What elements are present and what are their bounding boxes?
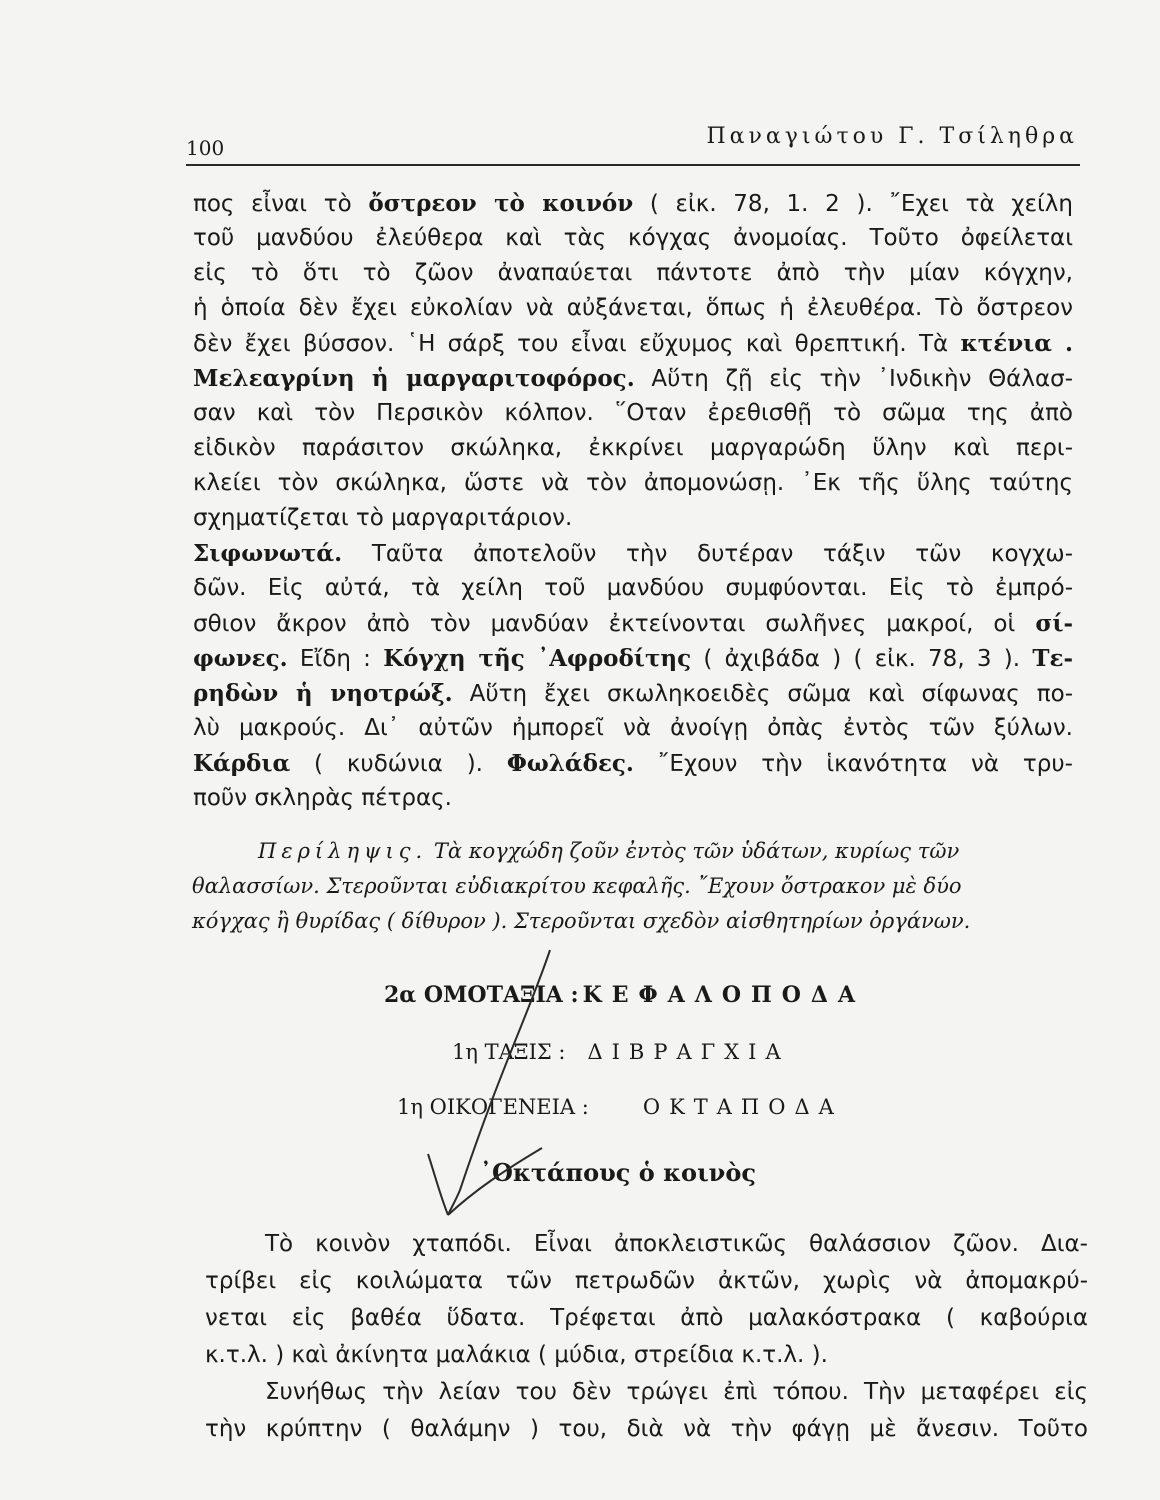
text-line [193, 711, 1073, 746]
text-run: λὺ μακρούς. Δι᾽ αὐτῶν ἠμπορεῖ νὰ ἀνοίγῃ ὀπὰς ἐντὸς τῶν ξύλων. [193, 715, 1073, 741]
text-line [193, 186, 1073, 221]
text-run: τοῦ μανδύου ἐλεύθερα καὶ τὰς κόγχας ἀνομοίας. Τοῦτο ὀφείλεται [193, 225, 1073, 251]
text-line [193, 256, 1073, 291]
text-run: ποῦν σκληρὰς πέτρας. [193, 785, 452, 811]
text-run: ῎Εχουν τὴν ἱκανότητα νὰ τρυ- [633, 751, 1073, 777]
text-run: ( ἀχιβάδα ) ( εἰκ. 78, 3 ). [691, 646, 1033, 672]
text-line [193, 571, 1073, 606]
text-run: Ταῦτα ἀποτελοῦν τὴν δυτέραν τάξιν τῶν κογχω- [342, 541, 1073, 567]
text-line [193, 326, 1073, 361]
text-run: δῶν. Εἰς αὐτά, τὰ χείλη τοῦ μανδύου συμφύονται. Εἰς τὸ ἐμπρό- [193, 575, 1073, 601]
text-run: σθιον ἄκρον ἀπὸ τὸν μανδύαν ἐκτείνονται σωλῆνες μακροί, οἱ [193, 611, 1036, 637]
text-line [193, 291, 1073, 326]
bold-term: Κόγχη τῆς ᾽Αφροδίτης [383, 645, 692, 672]
bold-term: Σιφωνωτά. [193, 540, 343, 567]
text-line: τρίβει εἰς κοιλώματα τῶν πετρωδῶν ἀκτῶν, χωρὶς νὰ ἀπομακρύ- [205, 1268, 1088, 1294]
summary-line: Τὰ κογχώδη ζοῦν ἐντὸς τῶν ὑδάτων, κυρίως τῶν [427, 839, 960, 863]
text-line: τὴν κρύπτην ( θαλάμην ) του, διὰ νὰ τὴν φάγῃ μὲ ἄνεσιν. Τοῦτο [205, 1416, 1088, 1442]
family-label: 1η ΟΙΚΟΓΕΝΕΙΑ : [397, 1095, 589, 1119]
bold-term: Κάρδια [193, 750, 291, 777]
text-line [193, 466, 1073, 501]
text-line [193, 396, 1073, 431]
summary-line: θαλασσίων. Στεροῦνται εὐδιακρίτου κεφαλῆς. ῎Εχουν ὄστρακον μὲ δύο [192, 874, 962, 898]
order-label: 1η ΤΑΞΙΣ : [452, 1040, 566, 1064]
page-number: 100 [186, 136, 225, 160]
text-line: Συνήθως τὴν λείαν του δὲν τρώγει ἐπὶ τόπου. Τὴν μεταφέρει εἰς [265, 1379, 1088, 1405]
text-line [193, 641, 1073, 676]
header-rule [186, 164, 1080, 166]
text-run: Εἴδη : [287, 646, 384, 672]
text-line [193, 221, 1073, 256]
text-line [193, 781, 1073, 816]
species-heading: ᾽Οκτάπους ὁ κοινὸς [480, 1158, 756, 1187]
summary-line: κόγχας ἢ θυρίδας ( δίθυρον ). Στεροῦνται σχεδὸν αἰσθητηρίων ὀργάνων. [192, 909, 971, 933]
text-run: ( κυδώνια ). [290, 751, 507, 777]
text-line [193, 431, 1073, 466]
text-run: σχηματίζεται τὸ μαργαριτάριον. [193, 505, 573, 531]
text-line [193, 606, 1073, 641]
bold-term: Φωλάδες. [506, 750, 634, 777]
text-run: κλείει τὸν σκώληκα, ὥστε νὰ τὸν ἀπομονώσῃ. ᾽Εκ τῆς ὕλης ταύτης [193, 470, 1073, 496]
text-line [193, 536, 1073, 571]
bold-term: Μελεαγρίνη ἡ μαργαριτοφόρος. [193, 365, 635, 392]
text-run: εἰδικὸν παράσιτον σκώληκα, ἐκκρίνει μαργαρώδη ὕλην καὶ περι- [193, 435, 1073, 461]
text-line: κ.τ.λ. ) καὶ ἀκίνητα μαλάκια ( μύδια, στρείδια κ.τ.λ. ). [205, 1342, 828, 1368]
text-line [193, 676, 1073, 711]
page-header [186, 118, 1078, 158]
bold-term: ρηδὼν ἡ νηοτρώξ. [193, 680, 453, 707]
text-run: Αὕτη ἔχει σκωληκοειδὲς σῶμα καὶ σίφωνας πο- [452, 681, 1073, 707]
bold-term: σί- [1035, 610, 1073, 637]
text-run: Αὕτη ζῇ εἰς τὴν ᾽Ινδικὴν Θάλασ- [634, 366, 1073, 392]
body-text-upper [193, 186, 1073, 816]
bold-term: κτένια . [960, 330, 1073, 357]
text-run: εἰς τὸ ὅτι τὸ ζῶον ἀναπαύεται πάντοτε ἀπὸ τὴν μίαν κόγχην, [193, 260, 1073, 286]
class-label: 2α ΟΜΟΤΑΞΙΑ : [384, 982, 579, 1008]
bold-term: ὄστρεον τὸ κοινόν [368, 190, 634, 217]
class-name: ΚΕΦΑΛΟΠΟΔΑ [582, 982, 866, 1008]
text-line: νεται εἰς βαθέα ὕδατα. Τρέφεται ἀπὸ μαλακόστρακα ( καβούρια [205, 1305, 1088, 1331]
family-name: ΟΚΤΑΠΟΔΑ [642, 1095, 843, 1119]
text-run: πος εἶναι τὸ [193, 191, 369, 217]
text-line [193, 361, 1073, 396]
body-text-lower [205, 1226, 1088, 1448]
summary-label: Περίληψις. [258, 839, 428, 863]
text-run: ( εἰκ. 78, 1. 2 ). ῎Εχει τὰ χείλη [633, 191, 1073, 217]
order-name: ΔΙΒΡΑΓΧΙΑ [587, 1040, 790, 1064]
text-run: δὲν ἔχει βύσσον. ῾Η σάρξ του εἶναι εὔχυμος καὶ θρεπτική. Τὰ [193, 331, 961, 357]
text-run: σαν καὶ τὸν Περσικὸν κόλπον. ῞Οταν ἐρεθισθῇ τὸ σῶμα της ἀπὸ [193, 400, 1073, 426]
text-line: Τὸ κοινὸν χταπόδι. Εἶναι ἀποκλειστικῶς θαλάσσιον ζῶον. Δια- [265, 1231, 1088, 1257]
text-line [193, 746, 1073, 781]
bold-term: Τε- [1032, 645, 1073, 672]
handwritten-pen-stroke [420, 940, 560, 1220]
text-line [193, 501, 1073, 536]
text-run: ἡ ὁποία δὲν ἔχει εὐκολίαν νὰ αὐξάνεται, ὅπως ἡ ἐλευθέρα. Τὸ ὄστρεον [193, 295, 1073, 321]
bold-term: φωνες. [193, 645, 288, 672]
summary-block [192, 834, 1078, 939]
running-head: Παναγιώτου Γ. Τσίληθρα [706, 124, 1078, 149]
